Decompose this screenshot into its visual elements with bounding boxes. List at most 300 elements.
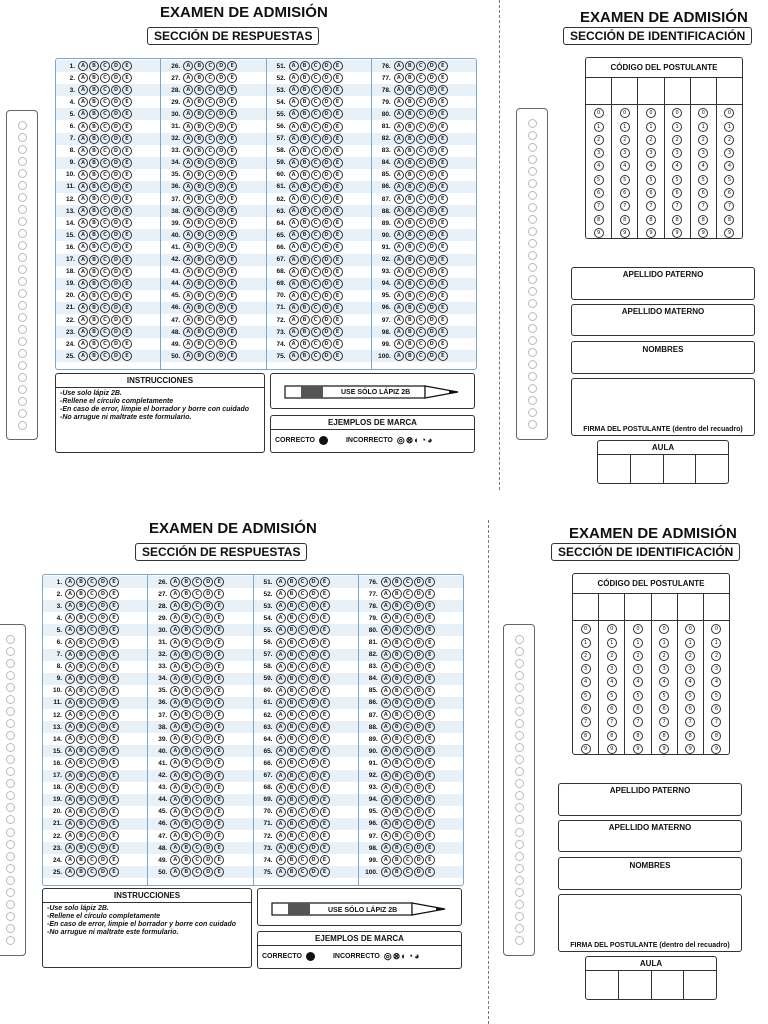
answer-bubble-d[interactable]: D: [427, 85, 437, 95]
answer-bubble-e[interactable]: E: [227, 109, 237, 119]
answer-bubble-c[interactable]: C: [403, 855, 413, 865]
answer-bubble-a[interactable]: A: [289, 73, 299, 83]
answer-bubble-a[interactable]: A: [394, 351, 404, 361]
code-bubble[interactable]: 3: [724, 148, 734, 158]
code-bubble[interactable]: 8: [594, 215, 604, 225]
answer-bubble-e[interactable]: E: [425, 758, 435, 768]
answer-bubble-d[interactable]: D: [98, 771, 108, 781]
answer-bubble-b[interactable]: B: [76, 867, 86, 877]
paternal-field[interactable]: [571, 267, 755, 300]
answer-bubble-a[interactable]: A: [65, 843, 75, 853]
answer-bubble-b[interactable]: B: [76, 795, 86, 805]
answer-bubble-b[interactable]: B: [89, 97, 99, 107]
answer-bubble-c[interactable]: C: [87, 686, 97, 696]
answer-bubble-a[interactable]: A: [78, 109, 88, 119]
answer-bubble-b[interactable]: B: [89, 134, 99, 144]
answer-bubble-c[interactable]: C: [205, 242, 215, 252]
answer-bubble-a[interactable]: A: [276, 589, 286, 599]
answer-bubble-b[interactable]: B: [76, 771, 86, 781]
code-bubble[interactable]: 0: [646, 108, 656, 118]
answer-bubble-c[interactable]: C: [205, 61, 215, 71]
answer-bubble-a[interactable]: A: [65, 577, 75, 587]
answer-bubble-c[interactable]: C: [205, 315, 215, 325]
code-bubble[interactable]: 7: [581, 717, 591, 727]
answer-bubble-d[interactable]: D: [98, 589, 108, 599]
answer-bubble-a[interactable]: A: [78, 61, 88, 71]
answer-bubble-d[interactable]: D: [414, 855, 424, 865]
answer-bubble-e[interactable]: E: [320, 867, 330, 877]
code-digit-cell[interactable]: [638, 78, 663, 105]
answer-bubble-d[interactable]: D: [322, 351, 332, 361]
answer-bubble-c[interactable]: C: [416, 267, 426, 277]
answer-bubble-a[interactable]: A: [183, 351, 193, 361]
answer-bubble-d[interactable]: D: [216, 134, 226, 144]
answer-bubble-e[interactable]: E: [320, 819, 330, 829]
code-bubble[interactable]: 8: [633, 731, 643, 741]
answer-bubble-d[interactable]: D: [111, 351, 121, 361]
answer-bubble-b[interactable]: B: [392, 662, 402, 672]
answer-bubble-a[interactable]: A: [78, 206, 88, 216]
answer-bubble-a[interactable]: A: [289, 97, 299, 107]
code-bubble[interactable]: 5: [724, 175, 734, 185]
answer-bubble-e[interactable]: E: [122, 339, 132, 349]
answer-bubble-a[interactable]: A: [65, 589, 75, 599]
answer-bubble-b[interactable]: B: [392, 577, 402, 587]
answer-bubble-a[interactable]: A: [381, 601, 391, 611]
answer-bubble-e[interactable]: E: [333, 206, 343, 216]
answer-bubble-a[interactable]: A: [276, 577, 286, 587]
answer-bubble-d[interactable]: D: [322, 170, 332, 180]
answer-bubble-c[interactable]: C: [192, 710, 202, 720]
code-bubble[interactable]: 2: [711, 651, 721, 661]
answer-bubble-a[interactable]: A: [289, 206, 299, 216]
answer-bubble-a[interactable]: A: [289, 327, 299, 337]
answer-bubble-d[interactable]: D: [98, 686, 108, 696]
answer-bubble-e[interactable]: E: [438, 97, 448, 107]
answer-bubble-c[interactable]: C: [311, 61, 321, 71]
answer-bubble-d[interactable]: D: [427, 315, 437, 325]
answer-bubble-a[interactable]: A: [289, 351, 299, 361]
answer-bubble-a[interactable]: A: [183, 122, 193, 132]
answer-bubble-b[interactable]: B: [287, 807, 297, 817]
answer-bubble-e[interactable]: E: [320, 698, 330, 708]
answer-bubble-e[interactable]: E: [109, 746, 119, 756]
answer-bubble-d[interactable]: D: [216, 170, 226, 180]
answer-bubble-a[interactable]: A: [183, 109, 193, 119]
code-bubble[interactable]: 9: [581, 744, 591, 754]
answer-bubble-a[interactable]: A: [78, 242, 88, 252]
answer-bubble-b[interactable]: B: [181, 819, 191, 829]
answer-bubble-d[interactable]: D: [203, 674, 213, 684]
answer-bubble-d[interactable]: D: [98, 843, 108, 853]
answer-bubble-b[interactable]: B: [89, 194, 99, 204]
answer-bubble-a[interactable]: A: [381, 746, 391, 756]
answer-bubble-d[interactable]: D: [111, 242, 121, 252]
answer-bubble-a[interactable]: A: [381, 807, 391, 817]
answer-bubble-c[interactable]: C: [205, 279, 215, 289]
code-bubble[interactable]: 1: [685, 638, 695, 648]
answer-bubble-b[interactable]: B: [300, 218, 310, 228]
answer-bubble-b[interactable]: B: [287, 867, 297, 877]
answer-bubble-e[interactable]: E: [333, 351, 343, 361]
answer-bubble-a[interactable]: A: [276, 819, 286, 829]
answer-bubble-e[interactable]: E: [109, 783, 119, 793]
code-bubble[interactable]: 0: [607, 624, 617, 634]
code-bubble[interactable]: 4: [633, 677, 643, 687]
code-bubble[interactable]: 2: [594, 135, 604, 145]
answer-bubble-c[interactable]: C: [403, 601, 413, 611]
answer-bubble-e[interactable]: E: [214, 698, 224, 708]
answer-bubble-e[interactable]: E: [333, 109, 343, 119]
answer-bubble-d[interactable]: D: [322, 158, 332, 168]
answer-bubble-b[interactable]: B: [194, 97, 204, 107]
code-bubble[interactable]: 4: [620, 161, 630, 171]
answer-bubble-e[interactable]: E: [122, 194, 132, 204]
answer-bubble-c[interactable]: C: [298, 613, 308, 623]
answer-bubble-b[interactable]: B: [89, 206, 99, 216]
answer-bubble-c[interactable]: C: [311, 122, 321, 132]
answer-bubble-e[interactable]: E: [227, 279, 237, 289]
answer-bubble-b[interactable]: B: [392, 601, 402, 611]
answer-bubble-e[interactable]: E: [214, 650, 224, 660]
answer-bubble-e[interactable]: E: [333, 158, 343, 168]
answer-bubble-d[interactable]: D: [111, 279, 121, 289]
answer-bubble-b[interactable]: B: [194, 351, 204, 361]
answer-bubble-c[interactable]: C: [298, 662, 308, 672]
answer-bubble-b[interactable]: B: [181, 771, 191, 781]
answer-bubble-d[interactable]: D: [111, 73, 121, 83]
answer-bubble-d[interactable]: D: [322, 206, 332, 216]
answer-bubble-b[interactable]: B: [287, 746, 297, 756]
code-bubble[interactable]: 5: [620, 175, 630, 185]
answer-bubble-e[interactable]: E: [333, 146, 343, 156]
answer-bubble-d[interactable]: D: [98, 698, 108, 708]
answer-bubble-e[interactable]: E: [438, 339, 448, 349]
answer-bubble-c[interactable]: C: [100, 230, 110, 240]
answer-bubble-d[interactable]: D: [414, 807, 424, 817]
answer-bubble-a[interactable]: A: [170, 601, 180, 611]
answer-bubble-d[interactable]: D: [203, 843, 213, 853]
answer-bubble-d[interactable]: D: [111, 122, 121, 132]
answer-bubble-c[interactable]: C: [205, 182, 215, 192]
answer-bubble-d[interactable]: D: [111, 230, 121, 240]
answer-bubble-e[interactable]: E: [438, 218, 448, 228]
answer-bubble-b[interactable]: B: [287, 783, 297, 793]
code-bubble[interactable]: 4: [672, 161, 682, 171]
answer-bubble-e[interactable]: E: [122, 315, 132, 325]
answer-bubble-e[interactable]: E: [438, 327, 448, 337]
answer-bubble-a[interactable]: A: [78, 267, 88, 277]
room-cell[interactable]: [652, 971, 685, 1000]
answer-bubble-c[interactable]: C: [100, 351, 110, 361]
answer-bubble-d[interactable]: D: [322, 303, 332, 313]
answer-bubble-c[interactable]: C: [100, 206, 110, 216]
answer-bubble-a[interactable]: A: [381, 674, 391, 684]
answer-bubble-e[interactable]: E: [122, 255, 132, 265]
answer-bubble-d[interactable]: D: [322, 73, 332, 83]
answer-bubble-a[interactable]: A: [65, 807, 75, 817]
answer-bubble-c[interactable]: C: [416, 134, 426, 144]
answer-bubble-d[interactable]: D: [414, 577, 424, 587]
code-bubble[interactable]: 5: [594, 175, 604, 185]
answer-bubble-b[interactable]: B: [89, 122, 99, 132]
answer-bubble-c[interactable]: C: [416, 122, 426, 132]
code-bubble[interactable]: 9: [607, 744, 617, 754]
answer-bubble-d[interactable]: D: [427, 279, 437, 289]
answer-bubble-d[interactable]: D: [427, 158, 437, 168]
answer-bubble-c[interactable]: C: [403, 674, 413, 684]
answer-bubble-a[interactable]: A: [170, 638, 180, 648]
answer-bubble-c[interactable]: C: [205, 97, 215, 107]
answer-bubble-a[interactable]: A: [183, 279, 193, 289]
answer-bubble-a[interactable]: A: [394, 291, 404, 301]
answer-bubble-c[interactable]: C: [298, 843, 308, 853]
answer-bubble-b[interactable]: B: [76, 722, 86, 732]
answer-bubble-a[interactable]: A: [289, 339, 299, 349]
answer-bubble-d[interactable]: D: [98, 855, 108, 865]
answer-bubble-b[interactable]: B: [76, 710, 86, 720]
answer-bubble-c[interactable]: C: [416, 303, 426, 313]
answer-bubble-d[interactable]: D: [98, 758, 108, 768]
answer-bubble-a[interactable]: A: [381, 867, 391, 877]
answer-bubble-b[interactable]: B: [89, 291, 99, 301]
answer-bubble-d[interactable]: D: [216, 255, 226, 265]
answer-bubble-d[interactable]: D: [414, 734, 424, 744]
answer-bubble-d[interactable]: D: [111, 194, 121, 204]
answer-bubble-c[interactable]: C: [311, 146, 321, 156]
answer-bubble-d[interactable]: D: [216, 351, 226, 361]
code-bubble[interactable]: 2: [633, 651, 643, 661]
answer-bubble-c[interactable]: C: [416, 279, 426, 289]
answer-bubble-a[interactable]: A: [381, 795, 391, 805]
answer-bubble-b[interactable]: B: [181, 662, 191, 672]
answer-bubble-c[interactable]: C: [87, 771, 97, 781]
answer-bubble-b[interactable]: B: [76, 686, 86, 696]
answer-bubble-b[interactable]: B: [300, 170, 310, 180]
answer-bubble-d[interactable]: D: [414, 601, 424, 611]
answer-bubble-e[interactable]: E: [109, 722, 119, 732]
answer-bubble-c[interactable]: C: [100, 327, 110, 337]
answer-bubble-d[interactable]: D: [203, 758, 213, 768]
answer-bubble-c[interactable]: C: [311, 327, 321, 337]
answer-bubble-d[interactable]: D: [203, 638, 213, 648]
answer-bubble-a[interactable]: A: [276, 867, 286, 877]
answer-bubble-e[interactable]: E: [214, 783, 224, 793]
answer-bubble-a[interactable]: A: [276, 795, 286, 805]
answer-bubble-e[interactable]: E: [438, 85, 448, 95]
answer-bubble-e[interactable]: E: [214, 722, 224, 732]
answer-bubble-b[interactable]: B: [300, 194, 310, 204]
answer-bubble-b[interactable]: B: [89, 182, 99, 192]
answer-bubble-d[interactable]: D: [427, 146, 437, 156]
answer-bubble-d[interactable]: D: [309, 625, 319, 635]
answer-bubble-d[interactable]: D: [98, 650, 108, 660]
answer-bubble-d[interactable]: D: [322, 327, 332, 337]
code-bubble[interactable]: 8: [724, 215, 734, 225]
answer-bubble-e[interactable]: E: [333, 315, 343, 325]
answer-bubble-b[interactable]: B: [405, 61, 415, 71]
code-bubble[interactable]: 0: [659, 624, 669, 634]
answer-bubble-b[interactable]: B: [405, 303, 415, 313]
answer-bubble-e[interactable]: E: [109, 577, 119, 587]
answer-bubble-d[interactable]: D: [414, 867, 424, 877]
answer-bubble-c[interactable]: C: [298, 686, 308, 696]
answer-bubble-a[interactable]: A: [289, 291, 299, 301]
answer-bubble-a[interactable]: A: [381, 722, 391, 732]
code-bubble[interactable]: 3: [672, 148, 682, 158]
answer-bubble-e[interactable]: E: [333, 339, 343, 349]
answer-bubble-c[interactable]: C: [403, 795, 413, 805]
answer-bubble-e[interactable]: E: [109, 589, 119, 599]
answer-bubble-b[interactable]: B: [89, 315, 99, 325]
answer-bubble-d[interactable]: D: [322, 218, 332, 228]
answer-bubble-d[interactable]: D: [203, 710, 213, 720]
answer-bubble-c[interactable]: C: [205, 170, 215, 180]
answer-bubble-d[interactable]: D: [427, 61, 437, 71]
answer-bubble-c[interactable]: C: [100, 146, 110, 156]
code-bubble[interactable]: 3: [711, 664, 721, 674]
answer-bubble-a[interactable]: A: [394, 327, 404, 337]
answer-bubble-a[interactable]: A: [78, 339, 88, 349]
answer-bubble-c[interactable]: C: [192, 855, 202, 865]
answer-bubble-d[interactable]: D: [98, 601, 108, 611]
answer-bubble-a[interactable]: A: [78, 279, 88, 289]
code-bubble[interactable]: 1: [620, 122, 630, 132]
answer-bubble-c[interactable]: C: [192, 613, 202, 623]
answer-bubble-c[interactable]: C: [192, 722, 202, 732]
answer-bubble-c[interactable]: C: [205, 194, 215, 204]
answer-bubble-a[interactable]: A: [183, 255, 193, 265]
names-field[interactable]: [558, 857, 742, 890]
answer-bubble-c[interactable]: C: [205, 303, 215, 313]
code-bubble[interactable]: 0: [698, 108, 708, 118]
answer-bubble-e[interactable]: E: [109, 662, 119, 672]
answer-bubble-a[interactable]: A: [183, 170, 193, 180]
answer-bubble-b[interactable]: B: [194, 315, 204, 325]
answer-bubble-a[interactable]: A: [170, 674, 180, 684]
answer-bubble-b[interactable]: B: [181, 746, 191, 756]
code-digit-cell[interactable]: [573, 594, 598, 621]
answer-bubble-d[interactable]: D: [427, 182, 437, 192]
code-bubble[interactable]: 9: [646, 228, 656, 238]
answer-bubble-b[interactable]: B: [89, 146, 99, 156]
answer-bubble-e[interactable]: E: [320, 589, 330, 599]
answer-bubble-a[interactable]: A: [65, 638, 75, 648]
answer-bubble-e[interactable]: E: [320, 601, 330, 611]
answer-bubble-e[interactable]: E: [227, 255, 237, 265]
answer-bubble-d[interactable]: D: [216, 97, 226, 107]
code-bubble[interactable]: 2: [724, 135, 734, 145]
answer-bubble-c[interactable]: C: [403, 686, 413, 696]
answer-bubble-d[interactable]: D: [98, 783, 108, 793]
answer-bubble-c[interactable]: C: [403, 638, 413, 648]
answer-bubble-a[interactable]: A: [289, 182, 299, 192]
code-bubble[interactable]: 7: [698, 201, 708, 211]
answer-bubble-d[interactable]: D: [309, 638, 319, 648]
answer-bubble-a[interactable]: A: [394, 146, 404, 156]
answer-bubble-e[interactable]: E: [109, 819, 119, 829]
answer-bubble-e[interactable]: E: [214, 734, 224, 744]
answer-bubble-a[interactable]: A: [170, 734, 180, 744]
answer-bubble-b[interactable]: B: [76, 577, 86, 587]
answer-bubble-d[interactable]: D: [309, 819, 319, 829]
answer-bubble-d[interactable]: D: [203, 662, 213, 672]
answer-bubble-c[interactable]: C: [87, 819, 97, 829]
answer-bubble-c[interactable]: C: [205, 327, 215, 337]
answer-bubble-d[interactable]: D: [111, 97, 121, 107]
answer-bubble-a[interactable]: A: [170, 589, 180, 599]
answer-bubble-c[interactable]: C: [403, 662, 413, 672]
answer-bubble-e[interactable]: E: [438, 315, 448, 325]
answer-bubble-a[interactable]: A: [289, 255, 299, 265]
answer-bubble-e[interactable]: E: [227, 61, 237, 71]
answer-bubble-c[interactable]: C: [403, 625, 413, 635]
answer-bubble-c[interactable]: C: [416, 339, 426, 349]
answer-bubble-d[interactable]: D: [427, 351, 437, 361]
answer-bubble-c[interactable]: C: [416, 97, 426, 107]
answer-bubble-b[interactable]: B: [287, 638, 297, 648]
answer-bubble-c[interactable]: C: [311, 303, 321, 313]
answer-bubble-d[interactable]: D: [414, 650, 424, 660]
answer-bubble-b[interactable]: B: [194, 194, 204, 204]
answer-bubble-a[interactable]: A: [381, 662, 391, 672]
answer-bubble-a[interactable]: A: [65, 710, 75, 720]
answer-bubble-b[interactable]: B: [76, 734, 86, 744]
answer-bubble-b[interactable]: B: [392, 867, 402, 877]
answer-bubble-e[interactable]: E: [227, 267, 237, 277]
answer-bubble-e[interactable]: E: [227, 230, 237, 240]
answer-bubble-c[interactable]: C: [87, 577, 97, 587]
answer-bubble-b[interactable]: B: [194, 230, 204, 240]
answer-bubble-c[interactable]: C: [87, 843, 97, 853]
answer-bubble-e[interactable]: E: [227, 291, 237, 301]
answer-bubble-a[interactable]: A: [183, 206, 193, 216]
answer-bubble-c[interactable]: C: [311, 158, 321, 168]
answer-bubble-d[interactable]: D: [203, 746, 213, 756]
answer-bubble-b[interactable]: B: [287, 650, 297, 660]
answer-bubble-e[interactable]: E: [214, 831, 224, 841]
answer-bubble-e[interactable]: E: [227, 85, 237, 95]
answer-bubble-b[interactable]: B: [181, 758, 191, 768]
answer-bubble-d[interactable]: D: [309, 758, 319, 768]
answer-bubble-c[interactable]: C: [100, 218, 110, 228]
answer-bubble-e[interactable]: E: [333, 122, 343, 132]
answer-bubble-c[interactable]: C: [311, 85, 321, 95]
code-bubble[interactable]: 7: [594, 201, 604, 211]
answer-bubble-e[interactable]: E: [438, 194, 448, 204]
answer-bubble-c[interactable]: C: [416, 230, 426, 240]
answer-bubble-c[interactable]: C: [298, 795, 308, 805]
answer-bubble-a[interactable]: A: [65, 722, 75, 732]
answer-bubble-c[interactable]: C: [403, 613, 413, 623]
answer-bubble-d[interactable]: D: [98, 662, 108, 672]
answer-bubble-b[interactable]: B: [300, 146, 310, 156]
answer-bubble-b[interactable]: B: [89, 73, 99, 83]
answer-bubble-b[interactable]: B: [181, 698, 191, 708]
answer-bubble-b[interactable]: B: [194, 122, 204, 132]
answer-bubble-c[interactable]: C: [100, 267, 110, 277]
answer-bubble-a[interactable]: A: [276, 662, 286, 672]
answer-bubble-e[interactable]: E: [320, 577, 330, 587]
answer-bubble-a[interactable]: A: [394, 158, 404, 168]
code-bubble[interactable]: 3: [620, 148, 630, 158]
answer-bubble-b[interactable]: B: [287, 662, 297, 672]
answer-bubble-a[interactable]: A: [394, 85, 404, 95]
maternal-field[interactable]: [558, 820, 742, 852]
answer-bubble-e[interactable]: E: [227, 170, 237, 180]
answer-bubble-e[interactable]: E: [425, 807, 435, 817]
answer-bubble-e[interactable]: E: [438, 255, 448, 265]
